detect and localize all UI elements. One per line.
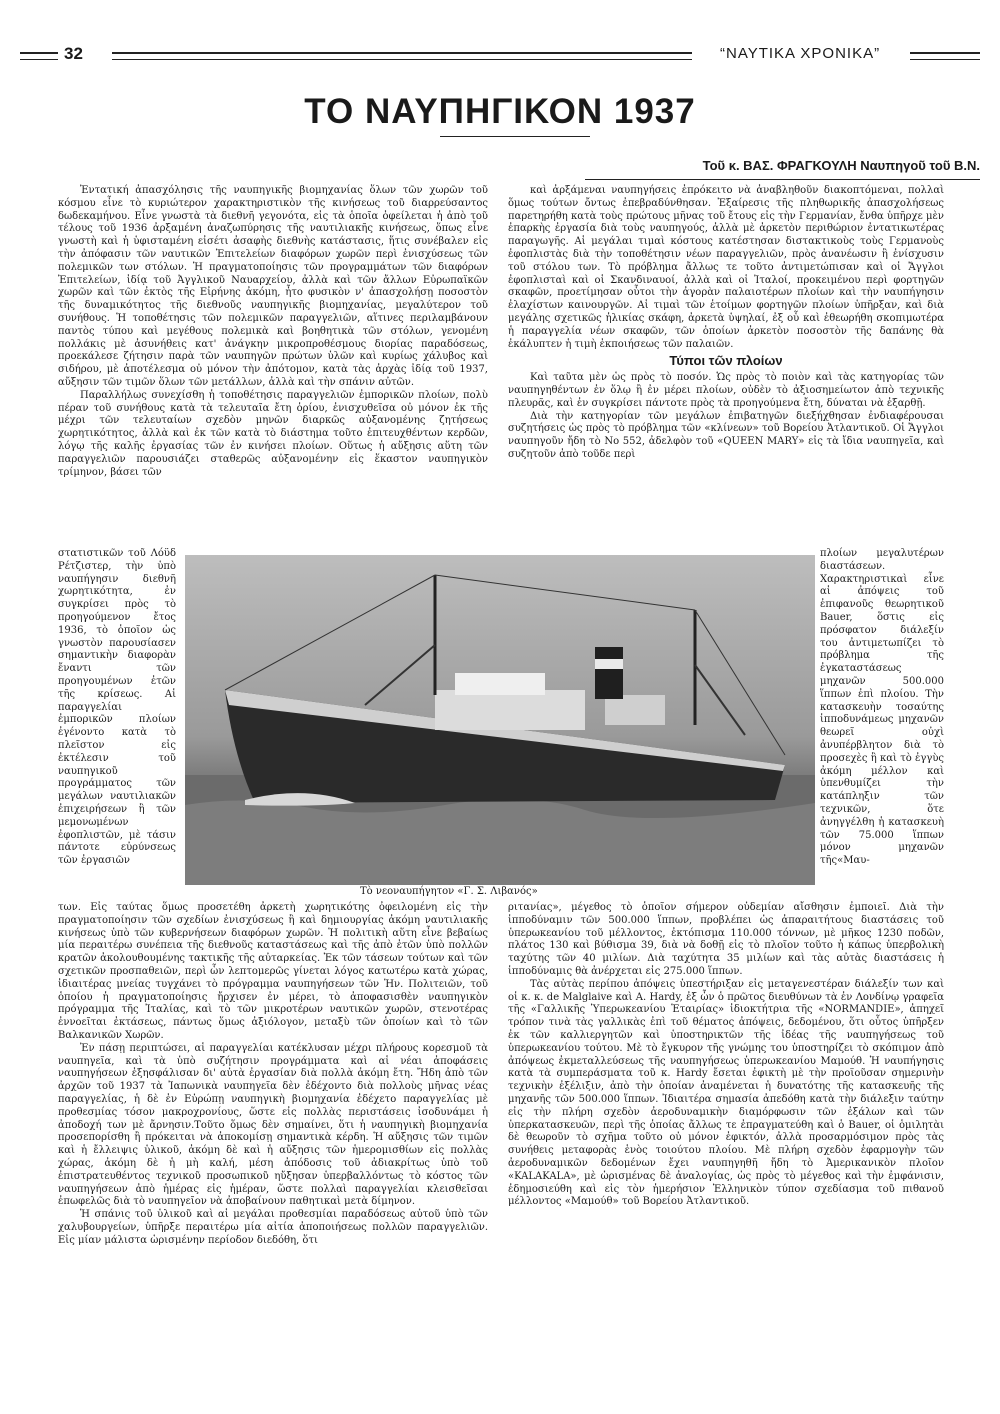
right-column-bottom: [508, 902, 944, 1209]
aft-deckhouse: [605, 695, 665, 725]
left-column-wrap: [58, 548, 176, 868]
paragraph: στατιστικῶν τοῦ Λόϋδ Ρέτζιστερ, τὴν ὑπὸ ναυπήγησιν διεθνῆ χωρητικότητα, ἐν συγκρίσει πρὸς τὸ προηγούμενον ἔτος 1936, τὸ ὁποῖον ὡς γνωστὸν παρουσίασεν σημαντικὴν διαφορὰν ἔναντι τῶν προηγουμένων ἐτῶν τῆς κρίσεως. Αἱ παραγγελίαι ἐμπορικῶν πλοίων ἐγένοντο κατὰ τὸ πλεῖστον εἰς ἐκτέλεσιν τοῦ ναυπηγικοῦ προγράμματος τῶν μεγάλων ναυτιλιακῶν ἐπιχειρήσεων ἢ τῶν μεμονωμένων ἐφοπλιστῶν, μὲ τάσιν πάντοτε εὐρύνσεως τῶν ἐργασιῶν: [58, 548, 176, 867]
paragraph: Ἐν πάσῃ περιπτώσει, αἱ παραγγελίαι κατέκλυσαν μέχρι πλήρους κορεσμοῦ τὰ ναυπηγεῖα, καὶ τὰ ὑπὸ συζήτησιν προγράμματα καὶ αἱ νέαι ἀποφάσεις ναυπηγήσεων ἐξησφάλισαν δι' αὐτὰ ἐργασίαν διὰ πολλὰ ἀκόμη ἔτη. Ἤδη ἀπὸ τῶν ἀρχῶν τοῦ 1937 τὰ Ἰαπωνικὰ ναυπηγεῖα δὲν ἐδέχοντο διὰ πολλοὺς μῆνας νέας παραγγελίας, ἡ δὲ ἐν Εὐρώπῃ ναυπηγικὴ βιομηχανία ἐδέχετο παραγγελίας μὲ προθεσμίας τόσον μακροχρονίους, ὥστε εἰς πολλὰς περιστάσεις ἰσοδυνάμει ἡ ἀποδοχή των μὲ ἄρνησιν.Τοῦτο ὅμως δὲν σημαίνει, ὅτι ἡ ναυπηγικὴ βιομηχανία προσεπορίσθη ἢ πρόκειται νὰ ἀποκομίσῃ σημαντικὰ κέρδη. Ἡ αὔξησις τῶν τιμῶν καὶ ἡ ἔλλειψις ὑλικοῦ, ἀκόμη δὲ καὶ ἡ αὔξησις τῶν ἡμερομισθίων εἰς πολλὰς χώρας, ἀκόμη δὲ ἡ μὴ καλή, μέση ἀπόδοσις τοῦ ἀδιακρίτως ὑπὸ τοῦ ἐπιστρατευθέντος τεχνικοῦ προσωπικοῦ ηὔξησαν ὑπερβαλλόντως τὸ κόστος τῶν ναυπηγήσεων ἀπὸ ἡμέρας εἰς ἡμέραν, ὥστε πολλαὶ παραγγελίαι κλεισθεῖσαι ἐπωφελῶς διὰ τὸ ναυπηγεῖον νὰ ἀποβαίνουν παθητικαὶ μετὰ δίμηνον.: [58, 1042, 488, 1208]
paragraph: Διὰ τὴν κατηγορίαν τῶν μεγάλων ἐπιβατηγῶν διεξήχθησαν ἐνδιαφέρουσαι συζητήσεις ὡς πρὸς τὸ πρόβλημα τῶν «κλίνεων» τοῦ Βορείου Ἀτλαντικοῦ. Οἱ Ἄγγλοι ναυπηγοῦν ἤδη τὸ Νο 552, ἀδελφὸν τοῦ «QUEEN MARY» εἰς τὰ ἴδια ναυπηγεῖα, καὶ συζητοῦν ἀπὸ τοῦδε περὶ: [508, 410, 944, 460]
byline: Τοῦ κ. ΒΑΣ. ΦΡΑΓΚΟΥΛΗ Ναυπηγοῦ τοῦ Β.Ν.: [702, 158, 980, 173]
paragraph: καὶ ἀρξάμεναι ναυπηγήσεις ἐπρόκειτο νὰ ἀναβληθοῦν διακοπτόμεναι, πολλαὶ ὅμως τούτων ὄντως ἐπεβραδύνθησαν. Ἐξαίρεσις τῆς πληθωρικῆς ἀπασχολήσεως παρετηρήθη κατὰ τοὺς πρώτους μῆνας τοῦ ἔτους εἰς τὴν Γερμανίαν, ἔνθα ὑπῆρχε μὲν ἐπαρκὴς ἐργασία διὰ τοὺς ναυπηγούς, ἀλλὰ μὲ ἀρκετὸν περιθώριον ἐντατικωτέρας παραγωγῆς. Αἱ μεγάλαι τιμαὶ κόστους κατέστησαν διστακτικοὺς τοὺς Γερμανοὺς ἐφοπλιστὰς διὰ τὴν τοποθέτησιν νέων παραγγελιῶν, πρὸς ἀνανέωσιν ἢ ἐνίσχυσιν τοῦ στόλου των. Τὸ πρόβλημα ἄλλως τε τοῦτο ἀντιμετώπισαν καὶ οἱ Ἄγγλοι ἐφοπλισταὶ καὶ οἱ Σκανδιναυοί, ἀλλὰ καὶ οἱ Ἰταλοί, προκειμένου περὶ φορτηγῶν σκαφῶν, προετίμησαν οὗτοι τὴν ἀγορὰν παλαιοτέρων πλοίων καὶ τὴν ναυπήγησιν ἐλαχίστων καινουργῶν. Αἱ τιμαὶ τῶν ἑτοίμων φορτηγῶν πλοίων ὑπῆρξαν, καὶ διὰ μεγάλης σχετικῶς ἡλικίας σκάφη, ἀρκετὰ ὑψηλαί, ἐξ οὗ καὶ ἐθεωρήθη σκοπιμωτέρα ἡ παραγγελία νέων σκαφῶν, τῶν ὁποίων ἀρκετὸν ποσοστὸν τῆς δαπάνης θὰ ἐκάλυπτεν ἡ τιμὴ ἐκποιήσεως τῶν παλαιῶν.: [508, 185, 944, 350]
paragraph: Ἡ σπάνις τοῦ ὑλικοῦ καὶ αἱ μεγάλαι προθεσμίαι παραδόσεως αὐτοῦ ὑπὸ τῶν χαλυβουργείων, ὑπῆρξε περαιτέρω μία αἰτία ἀποποιήσεως πολλῶν παραγγελιῶν. Εἰς μίαν μάλιστα ὡρισμένην περίοδον διεδόθη, ὅτι: [58, 1209, 488, 1246]
funnel-band: [595, 659, 623, 669]
paragraph: Καὶ ταῦτα μὲν ὡς πρὸς τὸ ποσόν. Ὡς πρὸς τὸ ποιὸν καὶ τὰς κατηγορίας τῶν ναυπηγηθέντων ἐν ὅλῳ ἢ ἐν μέρει πλοίων, οὐδὲν τὸ ἀξιοσημείωτον ἀπὸ τεχνικῆς πλευρᾶς, καὶ ἐν συγκρίσει πάντοτε πρὸς τὰ προηγούμενα ἔτη, δύναται νὰ ἐξαρθῇ.: [508, 372, 944, 409]
superstructure: [435, 690, 585, 730]
left-column-top: [58, 185, 488, 479]
journal-title: “ΝΑΥΤΙΚΑ ΧΡΟΝΙΚΑ”: [720, 45, 881, 62]
paragraph: των. Εἰς ταύτας ὅμως προσετέθη ἀρκετὴ χωρητικότης ὀφειλομένη εἰς τὴν πραγματοποίησιν τῶν σχεδίων ἐνισχύσεως ἢ καὶ δημιουργίας ἀκόμη ναυτιλιακῆς κινήσεως ὑπὸ τῶν κυβερνήσεων διαφόρων χωρῶν. Ἡ πολιτικὴ αὕτη εἶνε βεβαίως μία περαιτέρω συνέπεια τῆς διεθνοῦς καταστάσεως καὶ τῆς ἀπὸ ἐτῶν ὑπὸ πολλῶν κρατῶν ἀκολουθουμένης τακτικῆς τῆς αὐταρκείας. Ἐκ τῶν τάσεων τούτων καὶ τῶν σχετικῶν προσπαθειῶν, περὶ ὧν λεπτομερῶς γίνεται λόγος κατωτέρω κατὰ χώρας, ἰδιαιτέρας μνείας τυγχάνει τὸ πρόγραμμα ναυπηγήσεων τῶν Ἡν. Πολιτειῶν, τοῦ ὁποίου ἡ πραγματοποίησις ἤρχισεν ἐν μέρει, τὸ ἀποφασισθὲν ναυπηγικὸν πρόγραμμα τῆς Ἰταλίας, καὶ τὸ τῶν μικροτέρων ναυτικῶν χωρῶν, στενοτέρας ἐννοεῖται ἐκτάσεως, πάντως ὅμως ἀξιόλογον, μεταξὺ τῶν ὁποίων καὶ τὸ τῶν Βαλκανικῶν Χωρῶν.: [58, 902, 488, 1041]
ship-illustration: [185, 555, 815, 885]
paragraph: Τὰς αὐτὰς περίπου ἀπόψεις ὑπεστήριξαν εἰς μεταγενεστέραν διάλεξίν των καὶ οἱ κ. κ. de Malglaive καὶ A. Hardy, ἐξ ὧν ὁ πρῶτος διευθύνων τὰ ἐν Λονδίνῳ γραφεῖα τῆς «Γαλλικῆς Ὑπερωκεανίου Ἑταιρίας» ἰδιοκτήτρια τῆς «NORMANDIE», ἀπηχεῖ τρόπον τινὰ τὰς γαλλικὰς ἐπὶ τοῦ θέματος ἀπόψεις, δεδομένου, ὅτι οὗτος ὑπῆρξεν ἐκ τῶν καλλιεργητῶν καὶ ὑποστηρικτῶν τῆς ἰδέας τῆς ναυπηγήσεως τοῦ ὑπερωκεανίου τούτου. Μὲ τὸ ἔγκυρον τῆς γνώμης του ὑποστηρίζει τὸ σκόπιμον ἀπὸ ἀπόψεως ἐκμεταλλεύσεως τῆς ναυπηγήσεως ὑπερωκεανίου Μαμούθ. Ἡ ναυπήγησις κατὰ τὰ συμπεράσματα τοῦ κ. Hardy ἔσεται ἐφικτὴ μὲ τὴν προϊοῦσαν σημερινὴν τεχνικὴν ἐξέλιξιν, ἀπὸ τὴν ὁποίαν ἀναμένεται ἡ δυνατότης τῆς κατασκευῆς τῆς μηχανῆς τῶν 500.000 ἵππων. Ἰδιαιτέρα σημασία ἀπεδόθη κατὰ τὴν διάλεξιν ταύτην εἰς τὴν πλήρη σχεδὸν ἀεροδυναμικὴν διαμόρφωσιν τῶν ἐξάλων καὶ τῶν ὑπερκατασκευῶν, περὶ τῆς ὁποίας ἄλλως τε ἐπραγματεύθη καὶ ὁ Bauer, οἱ ὁμιλητὰι δὲ θεωροῦν τὸ σχῆμα τοῦτο οὐ μόνον ἐφικτόν, ἀλλὰ προσαρμόσιμον πρὸς τὰς συνήθεις μεταφορὰς ἑνὸς τοιούτου πλοίου. Μὲ πλήρη σχεδὸν ἐφαρμογὴν τῶν ἀεροδυναμικῶν δεδομένων ἔχει ναυπηγηθῆ ἤδη τὸ Ἀμερικανικὸν πλοῖον «KALAKALA», μὲ ὡρισμένας δὲ ἀναλογίας, ὡς πρὸς τὸ μέγεθος καὶ τὴν ἐμφάνισιν, ἐδημοσιεύθη καὶ εἰς τὸν ἡμερήσιον Ἑλληνικὸν τύπον σχεδίασμα τοῦ πιθανοῦ μέλλοντος «Μαμούθ» τοῦ Βορείου Ἀτλαντικοῦ.: [508, 978, 944, 1208]
header-rule-right: [910, 52, 980, 60]
ship-photo: [185, 555, 815, 885]
article-title: ΤΟ ΝΑΥΠΗΓΙΚΟΝ 1937: [304, 92, 696, 131]
photo-caption: Τὸ νεοναυπήγητον «Γ. Σ. Λιβανός»: [360, 886, 538, 897]
paragraph: πλοίων μεγαλυτέρων διαστάσεων. Χαρακτηριστικαὶ εἶνε αἱ ἀπόψεις τοῦ ἐπιφανοῦς θεωρητικοῦ Bauer, ὅστις εἰς πρόσφατον διάλεξίν του ἀντιμετωπίζει τὸ πρόβλημα τῆς ἐγκαταστάσεως μηχανῶν 500.000 ἵππων ἐπὶ πλοίου. Τὴν κατασκευὴν τοσαύτης ἱπποδυνάμεως μηχανῶν θεωρεῖ οὐχὶ ἀνυπέρβλητον διὰ τὸ προσεχὲς ἢ καὶ τὸ ἐγγὺς ἀκόμη μέλλον καὶ ὑπενθυμίζει τὴν κατάπληξιν τῶν τεχνικῶν, ὅτε ἀνηγγέλθη ἡ κατασκευὴ τῶν 75.000 ἵππων μόνον μηχανῶν τῆς«Μαυ-: [820, 548, 944, 867]
paragraph: ριτανίας», μέγεθος τὸ ὁποῖον σήμερον οὐδεμίαν αἴσθησιν ἐμποιεῖ. Διὰ τὴν ἱπποδύναμιν τῶν 500.000 ἵππων, προβλέπει ὡς ἀπαραιτήτους διαστάσεις τοῦ ὑπερωκεανίου τοῦ μέλλοντος, ἐκτόπισμα 110.000 τόννων, μὲ μῆκος 1230 ποδῶν, πλάτος 130 καὶ βύθισμα 39, διὰ νὰ δοθῇ εἰς τὸ πλοῖον τοῦτο ἡ κάπως ὑπερβολικὴ ταχύτης τῶν 40 μιλίων. Διὰ ταχύτητα 35 μιλίων καὶ τὰς αὐτὰς διαστάσεις ἡ ἱπποδύναμις θὰ ἀνέρχεται εἰς 275.000 ἵππων.: [508, 902, 944, 977]
bridge: [455, 673, 545, 695]
derrick: [365, 645, 435, 705]
right-column-top: [508, 185, 944, 462]
title-underline: [440, 136, 590, 137]
byline-underline: [585, 179, 980, 180]
paragraph: Ἐντατική ἀπασχόλησις τῆς ναυπηγικῆς βιομηχανίας ὅλων τῶν χωρῶν τοῦ κόσμου εἶνε τὸ κυριώτερον χαρακτηριστικὸν τῆς κινήσεως τοῦ διαρρεύσαντος δωδεκαμήνου. Εἶνε γνωστὰ τὰ διεθνῆ γεγονότα, εἰς τὰ ὁποῖα ὀφείλεται ἡ ἀπὸ τοῦ τέλους τοῦ 1936 ἀρξαμένη ἀναζωπύρησις τῆς ναυτιλιακῆς κινήσεως, ὅπως εἶνε γνωστὴ καὶ ἡ ὑφισταμένη εἰσέτι ἀσαφὴς διεθνὴς κατάστασις, ἥτις συνέβαλεν εἰς τὴν ἀπόφασιν τῶν ναυτικῶν Ἐπιτελείων διαφόρων χωρῶν περὶ ἐνισχύσεως τῶν πολεμικῶν των στόλων. Ἡ πραγματοποίησις τῶν προγραμμάτων τῶν διαφόρων Ἐπιτελείων, ἰδίᾳ τοῦ Ἀγγλικοῦ Ναυαρχείου, ἀλλὰ καὶ τῶν ἄλλων Εὐρωπαϊκῶν χωρῶν καὶ τῶν ἐκτὸς τῆς Εἰρήνης ἀκόμη, ἦτο φυσικὸν ν' ἀπασχολήσῃ ποσοστὸν τῆς δυναμικότητος τῆς διεθνοῦς ναυπηγικῆς βιομηχανίας, μεγαλύτερον τοῦ συνήθους. Ἡ τοποθέτησις τῶν πολεμικῶν παραγγελιῶν, αἵτινες περιλαμβάνουν παντὸς τύπου καὶ μεγέθους πολεμικὰ καὶ βοηθητικὰ τῶν στόλων, γενομένη πολλάκις μὲ ἀσυνήθεις κατ' ἀνάγκην μικροπροθέσμους διορίας παραδόσεως, προεκάλεσε ζήτησιν παρὰ τῶν ναυπηγῶν πρώτων ὑλῶν καὶ κυρίως χάλυβος καὶ σιδήρου, μὲ ἀποτέλεσμα οὐ μόνον τὴν ἀπότομον, κατὰ τὰς ἀρχὰς ἰδίᾳ τοῦ 1937, αὔξησιν τῶν τιμῶν ὅλων τῶν μετάλλων, ἀλλὰ καὶ τὴν σπάνιν αὐτῶν.: [58, 185, 488, 388]
funnel: [595, 647, 623, 699]
page-number: 32: [64, 44, 83, 63]
left-column-bottom: [58, 902, 488, 1248]
section-heading: Τύποι τῶν πλοίων: [669, 353, 783, 369]
header-rule-left: [20, 52, 58, 60]
paragraph: Παραλλήλως συνεχίσθη ἡ τοποθέτησις παραγγελιῶν ἐμπορικῶν πλοίων, πολὺ πέραν τοῦ συνήθους κατὰ τὰ τελευταῖα ἔτη ὁρίου, ἐνισχυθεῖσα οὐ μόνον ἐκ τῆς μέχρι τῶν τελευταίων σχεδὸν μηνῶν διαρκῶς αὐξανομένης ζητήσεως χωρητικότητος, ἀλλὰ καὶ ἐκ τῶν κατὰ τὸ διάστημα τοῦτο ἐπιτευχθέντων κερδῶν, λόγῳ τῆς καλῆς ἐργασίας τῶν ἐν κινήσει πλοίων. Οὕτως ἡ αὔξησις αὕτη τῶν παραγγελιῶν παρουσιάζει σταθερῶς αὐξανομένην εἰς ἕκαστον ναυπηγικὸν τρίμηνον, βάσει τῶν: [58, 389, 488, 478]
right-column-wrap: [820, 548, 944, 868]
rigging: [435, 575, 695, 610]
header-rule-middle: [112, 52, 692, 60]
running-header: [20, 40, 980, 70]
derrick: [695, 665, 745, 735]
